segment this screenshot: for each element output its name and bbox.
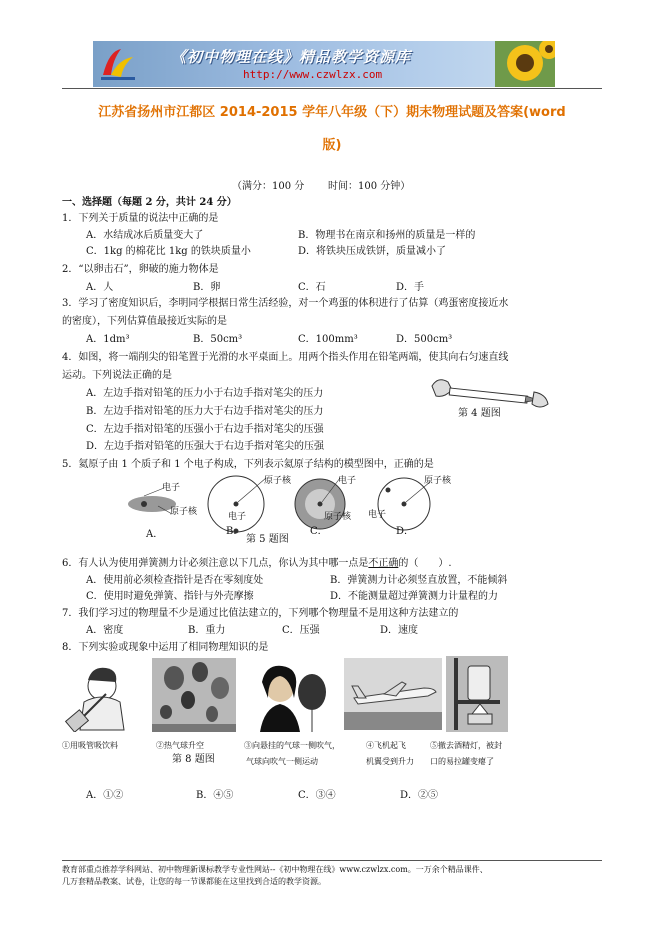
q8-caption-5b: 口的易拉罐变瘪了 — [430, 757, 494, 766]
q1-option-d: D．将铁块压成铁饼，质量减小了 — [298, 246, 447, 257]
section-heading: 一、选择题（每题 2 分，共计 24 分） — [62, 197, 237, 208]
q8-caption-4b: 机翼受到升力 — [366, 757, 414, 766]
q2-option-a: A．人 — [86, 282, 114, 293]
q8-caption-3b: 气球向吹气一侧运动 — [246, 757, 318, 766]
q4-stem-line1: 4．如图，将一端削尖的铅笔置于光滑的水平桌面上。用两个指头作用在铅笔两端，使其向右匀速直线 — [62, 352, 509, 363]
q6-option-a: A．使用前必须检查指针是否在零刻度处 — [86, 575, 264, 586]
q6-stem-pre: 6．有人认为使用弹簧测力计必须注意以下几点，你认为其中哪一点是 — [62, 558, 369, 569]
q7-option-d: D．速度 — [380, 625, 419, 636]
q4-figure-caption: 第 4 题图 — [458, 408, 501, 419]
q3-option-a: A．1dm³ — [86, 334, 130, 345]
page-footer — [62, 864, 607, 888]
q4-option-a: A．左边手指对铅笔的压力小于右边手指对笔尖的压力 — [86, 388, 324, 399]
q7-option-b: B．重力 — [188, 625, 226, 636]
q5-label-d: D． — [396, 526, 415, 537]
q8-option-a: A．①② — [86, 790, 124, 801]
q8-option-c: C．③④ — [298, 790, 336, 801]
q8-caption-4a: ④飞机起飞 — [366, 741, 406, 750]
q5-stem: 5．氦原子由 1 个质子和 1 个电子构成，下列表示氦原子结构的模型图中，正确的是 — [62, 459, 434, 470]
q3-option-b: B．50cm³ — [193, 334, 243, 345]
q8-image-can — [446, 656, 508, 732]
footer-divider — [62, 860, 602, 861]
q7-stem: 7．我们学习过的物理量不少是通过比值法建立的，下列哪个物理量不是用这种方法建立的 — [62, 608, 459, 619]
q6-stem-underlined: 不正确 — [368, 558, 399, 569]
q8-image-airplane — [344, 658, 442, 730]
q6-stem — [62, 558, 452, 570]
header-divider — [62, 88, 602, 89]
q8-figure-caption: 第 8 题图 — [172, 754, 215, 765]
q1-option-a: A．水结成冰后质量变大了 — [86, 230, 204, 241]
title-line-2: 版) — [322, 138, 342, 153]
q7-option-a: A．密度 — [86, 625, 124, 636]
q8-image-straw — [62, 660, 146, 732]
q1-stem: 1．下列关于质量的说法中正确的是 — [62, 213, 219, 224]
q5-label-b: B． — [226, 526, 244, 537]
q8-caption-1: ①用吸管吸饮料 — [62, 741, 118, 750]
q8-caption-5a: ⑤撤去酒精灯，被封 — [430, 741, 502, 750]
q2-stem: 2．“以卵击石”，卵破的施力物体是 — [62, 264, 219, 275]
q8-caption-3a: ③向悬挂的气球一侧吹气， — [244, 741, 340, 750]
q8-option-b: B．④⑤ — [196, 790, 234, 801]
q5-b-electron-label: 电子 — [228, 512, 247, 522]
q3-stem-line1: 3．学习了密度知识后，李明同学根据日常生活经验，对一个鸡蛋的体积进行了估算（鸡蛋密度接近水 — [62, 298, 509, 309]
q5-d-electron-label: 电子 — [368, 510, 387, 520]
banner-url: http://www.czwlzx.com — [243, 68, 383, 81]
q8-option-d: D．②⑤ — [400, 790, 439, 801]
banner-title: 《初中物理在线》精品教学资源库 — [171, 48, 412, 66]
footer-line-2: 几万套精品教案、试卷，让您的每一节课都能在这里找到合适的教学资源。 — [62, 877, 326, 886]
q2-option-d: D．手 — [396, 282, 425, 293]
q3-option-d: D．500cm³ — [396, 334, 453, 345]
exam-full-marks: （满分：100 分 — [232, 181, 305, 192]
footer-line-1: 教育部重点推荐学科网站、初中物理新课标教学专业性网站--《初中物理在线》www.czwlzx.com。一万余个精品课件、 — [62, 865, 488, 874]
q2-option-b: B．卵 — [193, 282, 221, 293]
q6-stem-post: 的（ ）. — [398, 558, 452, 569]
q2-option-c: C．石 — [298, 282, 326, 293]
q1-option-b: B．物理书在南京和扬州的质量是一样的 — [298, 230, 476, 241]
q4-option-d: D．左边手指对铅笔的压强大于右边手指对笔尖的压强 — [86, 441, 325, 452]
title-line-1: 江苏省扬州市江都区 2014-2015 学年八年级（下）期末物理试题及答案(word — [98, 105, 566, 120]
q3-stem-line2: 的密度），下列估算值最接近实际的是 — [62, 316, 227, 327]
q5-c-electron-label: 电子 — [338, 476, 357, 486]
q5-b-nucleus-label: 原子核 — [264, 476, 292, 486]
q1-option-c: C．1kg 的棉花比 1kg 的铁块质量小 — [86, 246, 251, 257]
q6-option-c: C．使用时避免弹簧、指针与外壳摩擦 — [86, 591, 254, 602]
q6-option-b: B．弹簧测力计必须竖直放置，不能倾斜 — [330, 575, 508, 586]
pencil-figure — [430, 374, 550, 412]
q8-caption-2: ②热气球升空 — [156, 741, 204, 750]
q3-option-c: C．100mm³ — [298, 334, 358, 345]
q5-figure-caption: 第 5 题图 — [246, 534, 289, 545]
q5-c-nucleus-label: 原子核 — [324, 512, 352, 522]
q8-image-hot-air-balloons — [152, 658, 236, 732]
site-logo-icon — [99, 45, 137, 83]
q5-label-c: C． — [310, 526, 328, 537]
q7-option-c: C．压强 — [282, 625, 320, 636]
q4-option-b: B．左边手指对铅笔的压力大于右边手指对笔尖的压力 — [86, 406, 324, 417]
q5-a-electron-label: 电子 — [162, 483, 181, 493]
q5-label-a: A． — [146, 529, 164, 540]
q8-image-balloon-blow — [250, 658, 334, 732]
exam-time: 时间：100 分钟） — [328, 181, 411, 192]
sunflower-icon — [495, 41, 555, 87]
q8-stem: 8．下列实验或现象中运用了相同物理知识的是 — [62, 642, 269, 653]
q5-d-nucleus-label: 原子核 — [424, 476, 452, 486]
q4-stem-line2: 运动。下列说法正确的是 — [62, 370, 172, 381]
document-title — [62, 96, 602, 162]
q6-option-d: D．不能测量超过弹簧测力计量程的力 — [330, 591, 499, 602]
header-banner — [93, 41, 555, 87]
q5-a-nucleus-label: 原子核 — [170, 507, 198, 517]
q4-option-c: C．左边手指对铅笔的压强小于右边手指对笔尖的压强 — [86, 424, 324, 435]
